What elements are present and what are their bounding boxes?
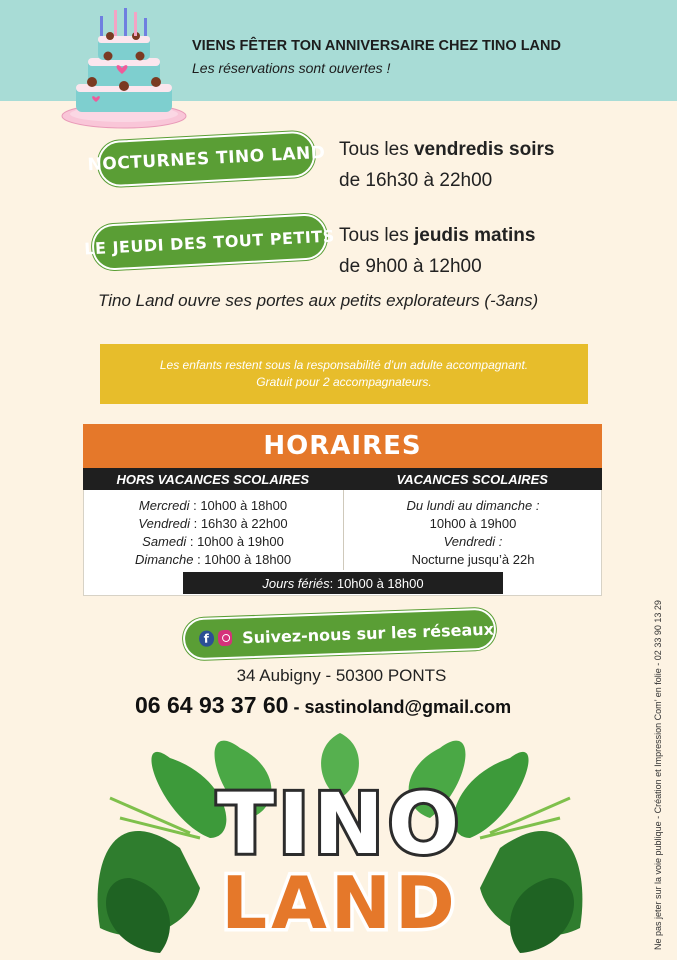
- col-vacances: VACANCES SCOLAIRES: [396, 471, 548, 487]
- nocturnes-badge: NOCTURNES TINO LAND: [97, 130, 316, 187]
- holidays-bar: Jours fériés : 10h00 à 18h00: [183, 572, 503, 594]
- tout-petits-line-2: de 9h00 à 12h00: [339, 256, 482, 277]
- banner-subtitle: Les réservations sont ouvertes !: [192, 60, 391, 76]
- hours-row: Du lundi au dimanche :: [406, 498, 540, 513]
- notice-line-1: Les enfants restent sous la responsabilité d’un adulte accompagnant.: [159, 358, 529, 372]
- nocturnes-line-2: de 16h30 à 22h00: [339, 170, 493, 191]
- col-hors-vacances: HORS VACANCES SCOLAIRES: [116, 471, 310, 487]
- logo-word-tino: TINO: [216, 775, 464, 873]
- hours-title: HORAIRES: [83, 424, 602, 468]
- contact-line: [135, 692, 511, 719]
- social-label: Suivez-nous sur les réseaux: [241, 619, 495, 647]
- phone-number: 06 64 93 37 60: [135, 692, 289, 718]
- hours-hors-vacances-list: [83, 497, 343, 569]
- hours-row: Samedi : 10h00 à 19h00: [142, 534, 284, 549]
- instagram-icon: [217, 630, 232, 646]
- hours-vacances-list: [344, 497, 602, 569]
- logo-word-land: LAND: [221, 861, 459, 945]
- email-address: - sastinoland@gmail.com: [288, 697, 512, 717]
- social-badge: [182, 608, 496, 661]
- tout-petits-line-1: Tous les jeudis matins: [339, 225, 536, 246]
- hours-row: Dimanche : 10h00 à 18h00: [134, 552, 292, 567]
- explorers-text: Tino Land ouvre ses portes aux petits explorateurs (-3ans): [98, 291, 539, 310]
- hours-row: Mercredi : 10h00 à 18h00: [138, 498, 288, 513]
- hours-row: Nocturne jusqu’à 22h: [411, 552, 535, 567]
- birthday-cake-icon: [58, 6, 190, 130]
- banner-title: VIENS FÊTER TON ANNIVERSAIRE CHEZ TINO LAND: [192, 38, 561, 54]
- hours-row: Vendredi :: [443, 534, 503, 549]
- facebook-icon: f: [199, 630, 214, 646]
- nocturnes-line-1: Tous les vendredis soirs: [339, 139, 555, 160]
- tout-petits-badge: LE JEUDI DES TOUT PETITS: [91, 213, 328, 271]
- hours-row: Vendredi : 16h30 à 22h00: [138, 516, 288, 531]
- notice-line-2: Gratuit pour 2 accompagnateurs.: [256, 375, 432, 389]
- hours-row: 10h00 à 19h00: [429, 516, 517, 531]
- tino-land-logo: [90, 728, 590, 960]
- legal-mention: Ne pas jeter sur la voie publique - Création et Impression Com’ en folie - 02 33 90 13 29: [653, 600, 663, 950]
- responsibility-notice: [100, 344, 588, 404]
- address: 34 Aubigny - 50300 PONTS: [236, 666, 447, 685]
- hours-column-headers: [83, 468, 602, 490]
